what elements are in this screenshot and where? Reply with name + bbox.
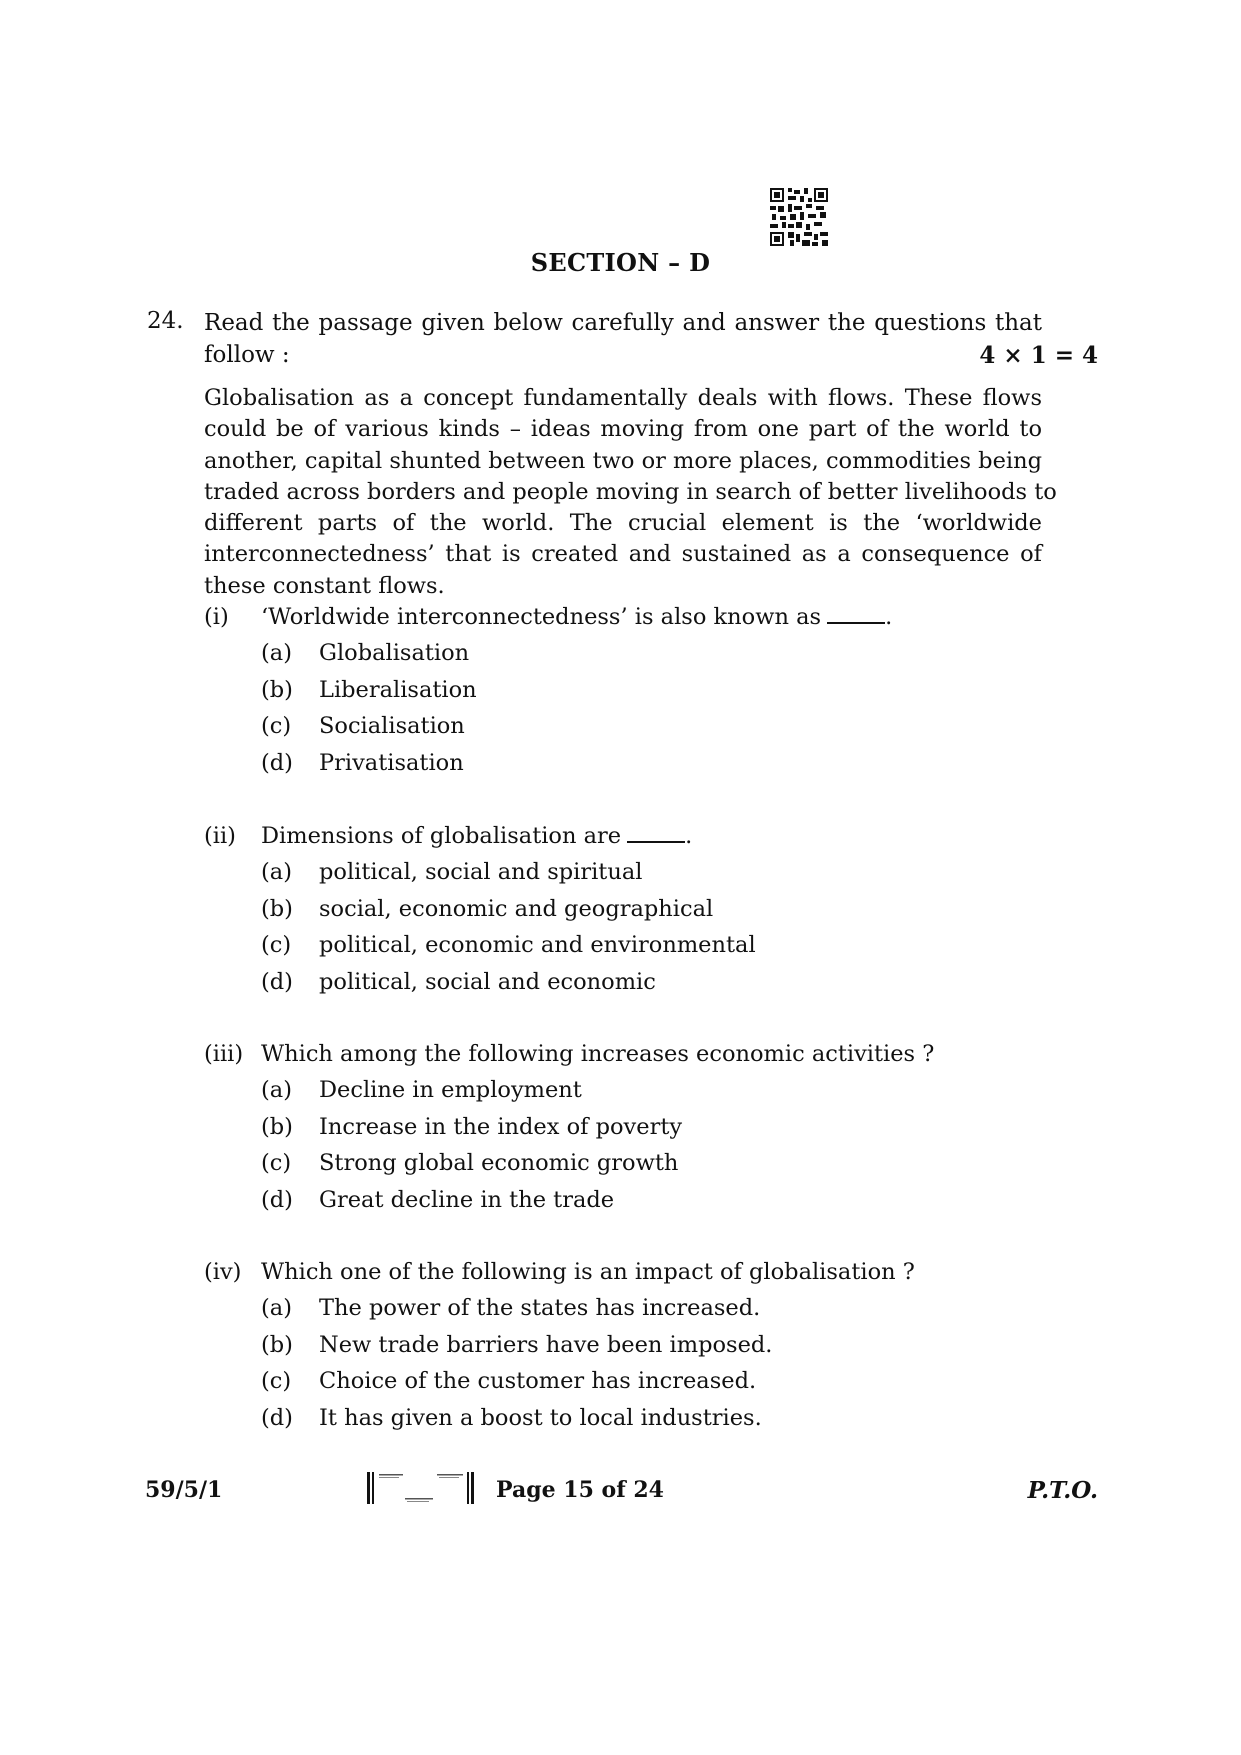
passage-line: traded across borders and people moving in search of better livelihoods to <box>204 478 1057 505</box>
option-item <box>204 635 1064 672</box>
option-letter: (a) <box>261 1295 292 1321</box>
option-text: Privatisation <box>319 749 464 776</box>
sub-question-number: (ii) <box>204 823 236 849</box>
answer-blank <box>827 600 885 624</box>
paper-code: 59/5/1 <box>145 1477 223 1503</box>
page-number: Page 15 of 24 <box>496 1477 664 1503</box>
sub-question-text: ‘Worldwide interconnectedness’ is also known as . <box>261 599 892 635</box>
option-letter: (a) <box>261 1077 292 1103</box>
question-instruction-line2: follow : <box>204 342 290 368</box>
sub-question-text: Dimensions of globalisation are . <box>261 818 692 854</box>
option-item <box>204 891 1064 928</box>
option-item <box>204 1072 1064 1109</box>
sub-question-number: (iv) <box>204 1259 242 1285</box>
sub-question-number: (i) <box>204 604 229 630</box>
option-item <box>204 1363 1064 1400</box>
answer-blank <box>627 819 685 843</box>
sub-question-3 <box>204 1036 1064 1218</box>
option-text: Choice of the customer has increased. <box>319 1368 757 1394</box>
option-letter: (c) <box>261 713 292 739</box>
sub-question-number: (iii) <box>204 1041 244 1067</box>
option-letter: (c) <box>261 1150 292 1176</box>
option-item <box>204 1182 1064 1219</box>
option-text: political, social and spiritual <box>319 859 643 885</box>
sub-question-text: Which one of the following is an impact of globalisation ? <box>261 1259 915 1285</box>
question-number: 24. <box>147 308 184 334</box>
passage-line: another, capital shunted between two or more places, commodities being <box>204 447 1042 474</box>
passage-line: these constant flows. <box>204 572 445 599</box>
option-letter: (b) <box>261 1331 293 1358</box>
pto-label: P.T.O. <box>1027 1477 1098 1504</box>
option-item <box>204 854 1064 891</box>
option-letter: (d) <box>261 968 293 995</box>
option-letter: (c) <box>261 932 292 958</box>
option-text: Strong global economic growth <box>319 1150 679 1176</box>
passage <box>204 383 1057 602</box>
option-letter: (b) <box>261 1113 293 1140</box>
sub-question-1 <box>204 599 1064 781</box>
option-text: It has given a boost to local industries. <box>319 1404 762 1431</box>
option-text: political, social and economic <box>319 968 656 995</box>
option-item <box>204 672 1064 709</box>
option-item <box>204 708 1064 745</box>
question-instruction-line1: Read the passage given below carefully and answer the questions that <box>204 310 1042 336</box>
qr-code-icon <box>770 188 828 246</box>
option-letter: (d) <box>261 749 293 776</box>
sub-question-text: Which among the following increases economic activities ? <box>261 1041 935 1067</box>
passage-line: different parts of the world. The crucial element is the ‘worldwide <box>204 510 1042 537</box>
section-title: SECTION – D <box>530 248 711 277</box>
option-letter: (a) <box>261 859 292 885</box>
option-text: New trade barriers have been imposed. <box>319 1331 773 1358</box>
option-letter: (b) <box>261 895 293 922</box>
option-item <box>204 1327 1064 1364</box>
option-text: social, economic and geographical <box>319 895 714 922</box>
option-text: Globalisation <box>319 640 470 666</box>
option-item <box>204 1145 1064 1182</box>
option-item <box>204 964 1064 1001</box>
passage-line: interconnectedness’ that is created and sustained as a consequence of <box>204 541 1042 568</box>
option-item <box>204 1290 1064 1327</box>
option-text: Liberalisation <box>319 676 477 703</box>
option-text: Great decline in the trade <box>319 1186 615 1213</box>
option-text: Increase in the index of poverty <box>319 1113 683 1140</box>
option-item <box>204 745 1064 782</box>
option-item <box>204 927 1064 964</box>
option-item <box>204 1109 1064 1146</box>
passage-line: could be of various kinds – ideas moving from one part of the world to <box>204 416 1042 443</box>
option-text: political, economic and environmental <box>319 932 756 958</box>
option-letter: (d) <box>261 1404 293 1431</box>
option-text: Decline in employment <box>319 1077 582 1103</box>
option-item <box>204 1400 1064 1437</box>
sub-question-4 <box>204 1254 1064 1436</box>
sub-question-2 <box>204 818 1064 1000</box>
option-letter: (b) <box>261 676 293 703</box>
marks-allocation: 4 × 1 = 4 <box>979 342 1098 369</box>
passage-line: Globalisation as a concept fundamentally deals with flows. These flows <box>204 385 1042 411</box>
option-text: The power of the states has increased. <box>319 1295 761 1321</box>
option-letter: (c) <box>261 1368 292 1394</box>
option-letter: (a) <box>261 640 292 666</box>
option-letter: (d) <box>261 1186 293 1213</box>
option-text: Socialisation <box>319 713 465 739</box>
